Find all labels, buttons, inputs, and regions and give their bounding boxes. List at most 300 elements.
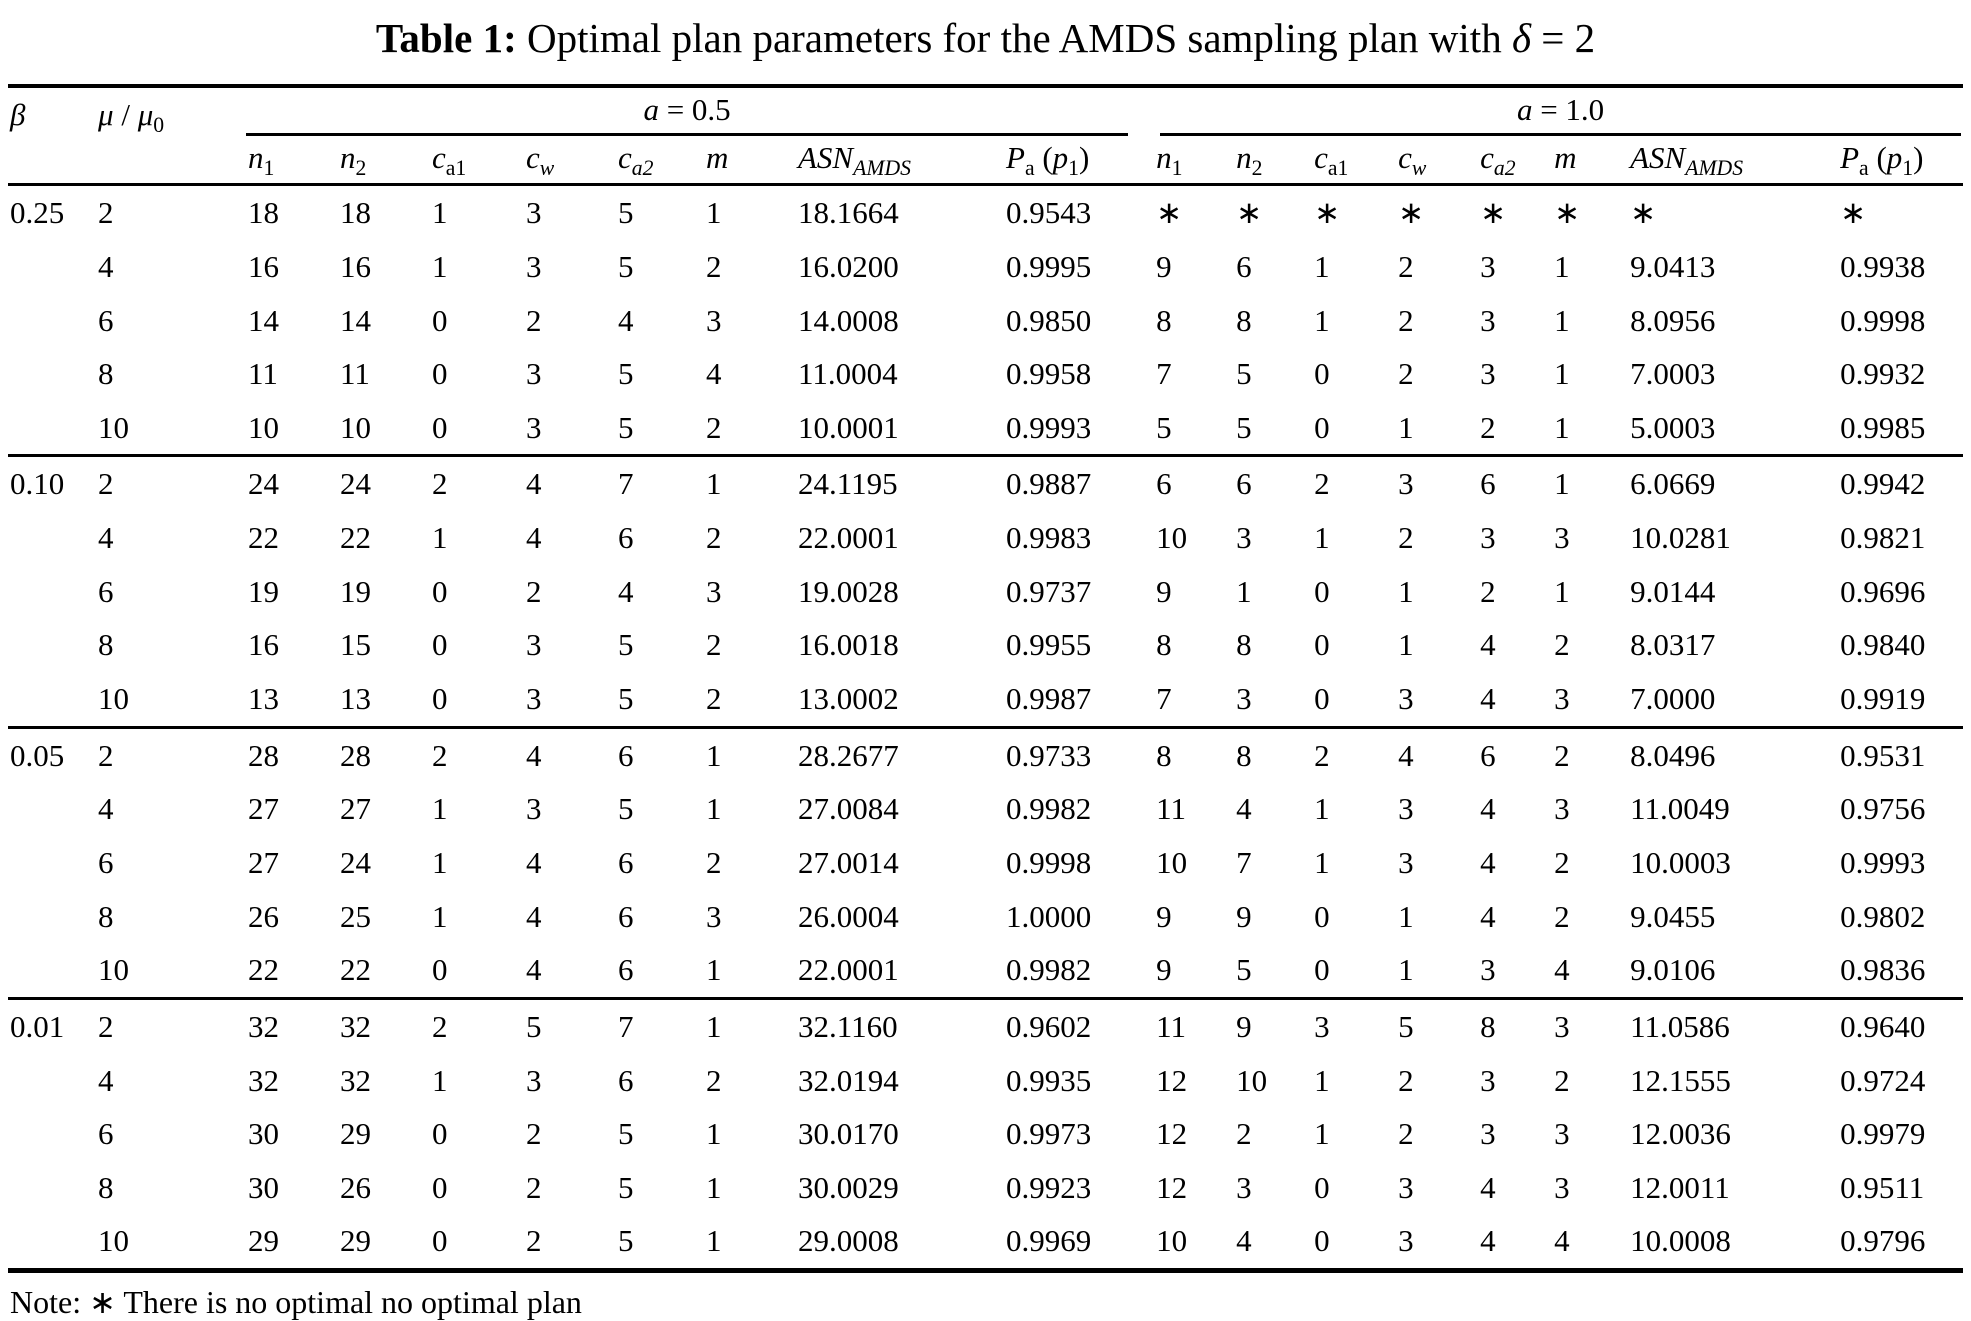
value-cell: 0.9850: [1006, 302, 1092, 338]
value-cell: 6: [618, 898, 634, 934]
value-cell: 0.9942: [1838, 456, 1963, 511]
value-cell: 3: [1554, 791, 1570, 827]
value-cell: 2: [706, 409, 722, 445]
table-row: [8, 618, 1963, 672]
value-cell: 0.9982: [1006, 791, 1092, 827]
value-cell: 8: [1156, 302, 1172, 338]
value-cell: 2: [430, 456, 524, 511]
value-cell: 7.0000: [1630, 681, 1716, 717]
value-cell: 4: [1480, 844, 1496, 880]
value-cell: 9.0144: [1630, 573, 1716, 609]
value-cell: 8: [1478, 998, 1552, 1053]
value-cell: 5: [618, 791, 634, 827]
value-cell: 1: [1398, 573, 1414, 609]
value-cell: 3: [526, 627, 542, 663]
value-cell: 0.9724: [1840, 1062, 1926, 1098]
value-cell: 0.9998: [1840, 302, 1926, 338]
value-cell: 0.9802: [1840, 898, 1926, 934]
beta-cell: [8, 565, 96, 619]
value-cell: 8: [1234, 727, 1312, 782]
value-cell: 2: [430, 998, 524, 1053]
value-cell: 3: [706, 898, 722, 934]
value-cell: 3: [706, 302, 722, 338]
value-cell: 2: [1554, 627, 1570, 663]
value-cell: 11: [1156, 791, 1186, 827]
mu-ratio-cell: 8: [98, 898, 114, 934]
value-cell: 0: [432, 1116, 448, 1152]
value-cell: 27: [340, 791, 371, 827]
value-cell: 11.0586: [1628, 998, 1838, 1053]
value-cell: 3: [1236, 681, 1252, 717]
value-cell: 0.9531: [1838, 727, 1963, 782]
table-row: [8, 1161, 1963, 1215]
value-cell: 5: [1156, 409, 1172, 445]
col-header: $n_1$: [246, 136, 338, 185]
mu-ratio-cell: 8: [98, 1169, 114, 1205]
value-cell: 12: [1156, 1062, 1188, 1098]
value-cell: 1: [704, 456, 796, 511]
table-note: Note: ∗ There is no optimal no optimal plan: [10, 1284, 582, 1321]
value-cell: 24: [340, 844, 371, 880]
value-cell: 3: [1480, 1062, 1496, 1098]
value-cell: 3: [1480, 520, 1496, 556]
value-cell: 0.9998: [1006, 844, 1092, 880]
table-row: [8, 240, 1963, 294]
value-cell: 1: [1236, 573, 1252, 609]
value-cell: 2: [706, 248, 722, 284]
value-cell: 4: [524, 456, 616, 511]
mu-ratio-cell: 6: [98, 844, 114, 880]
value-cell: 3: [526, 1062, 542, 1098]
value-cell: 18: [340, 195, 371, 231]
value-cell: 9.0106: [1630, 952, 1716, 988]
value-cell: 0: [432, 1169, 448, 1205]
value-cell: 22: [248, 520, 279, 556]
value-cell: 11: [340, 356, 370, 392]
value-cell: 3: [1396, 456, 1478, 511]
value-cell: 0.9640: [1838, 998, 1963, 1053]
value-cell: 5: [618, 1116, 634, 1152]
table-row: [8, 565, 1963, 619]
value-cell: 5: [618, 681, 634, 717]
beta-cell: [8, 511, 96, 565]
value-cell: 13: [340, 681, 371, 717]
value-cell: 0.9982: [1006, 952, 1092, 988]
value-cell: 3: [1312, 998, 1396, 1053]
value-cell: 0.9973: [1006, 1116, 1092, 1152]
value-cell: 11: [1154, 998, 1234, 1053]
table-row: [8, 672, 1963, 727]
value-cell: 7: [616, 456, 704, 511]
value-cell: 1: [1398, 952, 1414, 988]
value-cell: 14: [340, 302, 371, 338]
value-cell: 29: [340, 1116, 371, 1152]
mu-ratio-cell: 6: [98, 302, 114, 338]
value-cell: 0: [432, 302, 448, 338]
value-cell: 0.9696: [1840, 573, 1926, 609]
value-cell: 9.0413: [1630, 248, 1716, 284]
value-cell: 26: [340, 1169, 371, 1205]
column-header-row: [8, 136, 1963, 185]
value-cell: 9: [1156, 898, 1172, 934]
value-cell: 2: [1480, 573, 1496, 609]
value-cell: 8: [1236, 302, 1252, 338]
value-cell: 4: [618, 302, 634, 338]
value-cell: 1: [1314, 248, 1330, 284]
value-cell: 6: [1154, 456, 1234, 511]
beta-cell: 0.05: [8, 727, 96, 782]
value-cell: 1: [706, 791, 722, 827]
value-cell: 0: [1314, 1169, 1330, 1205]
value-cell: 2: [526, 1169, 542, 1205]
value-cell: 1: [706, 195, 722, 231]
value-cell: 3: [526, 356, 542, 392]
value-cell: 1: [432, 844, 448, 880]
value-cell: 11.0049: [1630, 791, 1730, 827]
value-cell: 2: [706, 627, 722, 663]
value-cell: 0.9796: [1840, 1223, 1926, 1259]
value-cell: 7: [1236, 844, 1252, 880]
value-cell: 30.0029: [798, 1169, 899, 1205]
value-cell: 1: [1314, 844, 1330, 880]
value-cell: 10: [1236, 1062, 1268, 1098]
beta-cell: [8, 1107, 96, 1161]
value-cell: 1: [1398, 409, 1414, 445]
value-cell: 29: [248, 1223, 279, 1259]
value-cell: 3: [706, 573, 722, 609]
value-cell: 28: [338, 727, 430, 782]
value-cell: 0.9836: [1840, 952, 1926, 988]
value-cell: 5.0003: [1630, 409, 1716, 445]
value-cell: 3: [1554, 1169, 1570, 1205]
value-cell: 14: [248, 302, 279, 338]
value-cell: 12.0036: [1630, 1116, 1731, 1152]
parameters-table: [8, 84, 1963, 1273]
value-cell: 0: [432, 952, 448, 988]
value-cell: 4: [706, 356, 722, 392]
value-cell: 26: [248, 898, 279, 934]
value-cell: 2: [706, 1062, 722, 1098]
value-cell: 0.9932: [1840, 356, 1926, 392]
value-cell: 2: [1398, 1116, 1414, 1152]
value-cell: 32.0194: [798, 1062, 899, 1098]
value-cell: 0.9969: [1006, 1223, 1092, 1259]
value-cell: 18: [248, 195, 279, 231]
value-cell: 3: [526, 409, 542, 445]
value-cell: 6: [1478, 456, 1552, 511]
col-header: $c_w$: [524, 136, 616, 185]
mu-ratio-cell: 4: [98, 1062, 114, 1098]
value-cell: 2: [1398, 520, 1414, 556]
value-cell: 27.0014: [798, 844, 899, 880]
value-cell: 1: [706, 1169, 722, 1205]
beta-cell: [8, 240, 96, 294]
value-cell: 4: [1236, 791, 1252, 827]
value-cell: 11.0004: [798, 356, 898, 392]
value-cell: 5: [618, 195, 634, 231]
value-cell: 29.0008: [798, 1223, 899, 1259]
value-cell: 3: [1554, 520, 1570, 556]
value-cell: 6: [618, 844, 634, 880]
value-cell: 1: [432, 1062, 448, 1098]
value-cell: 0.9993: [1840, 844, 1926, 880]
value-cell: 5: [1236, 952, 1252, 988]
value-cell: 10: [1156, 1223, 1188, 1259]
value-cell: ∗: [1314, 195, 1341, 231]
col-header: $n_1$: [1154, 136, 1234, 185]
value-cell: 3: [526, 791, 542, 827]
value-cell: 5: [618, 409, 634, 445]
value-cell: 22.0001: [798, 520, 899, 556]
value-cell: 9: [1156, 952, 1172, 988]
value-cell: 8: [1156, 627, 1172, 663]
value-cell: 2: [526, 1116, 542, 1152]
value-cell: 1: [1554, 248, 1570, 284]
value-cell: 2: [1554, 898, 1570, 934]
value-cell: 0: [1314, 573, 1330, 609]
value-cell: 8: [1154, 727, 1234, 782]
value-cell: 6: [618, 952, 634, 988]
value-cell: 16: [248, 627, 279, 663]
table-row: [8, 727, 1963, 782]
value-cell: 4: [526, 952, 542, 988]
value-cell: 30: [248, 1116, 279, 1152]
value-cell: 6: [1236, 248, 1252, 284]
mu-ratio-cell: 8: [98, 627, 114, 663]
value-cell: 27.0084: [798, 791, 899, 827]
value-cell: 0.9840: [1840, 627, 1926, 663]
value-cell: 1: [1314, 302, 1330, 338]
group-header-a-0-5: a = 0.5: [246, 86, 1154, 136]
value-cell: 2: [430, 727, 524, 782]
table-row: [8, 511, 1963, 565]
value-cell: 3: [1398, 1223, 1414, 1259]
value-cell: 3: [1236, 1169, 1252, 1205]
value-cell: 8.0317: [1630, 627, 1716, 663]
value-cell: 5: [618, 1223, 634, 1259]
col-header: $c_{a2}$: [1478, 136, 1552, 185]
table-row: [8, 1214, 1963, 1270]
value-cell: 1: [1314, 1062, 1330, 1098]
value-cell: 3: [1552, 998, 1628, 1053]
beta-cell: [8, 1214, 96, 1270]
col-header: $c_{a1}$: [430, 136, 524, 185]
value-cell: 0.9602: [1004, 998, 1154, 1053]
value-cell: 4: [1480, 627, 1496, 663]
value-cell: 2: [706, 844, 722, 880]
value-cell: 5: [1236, 356, 1252, 392]
value-cell: 10: [1156, 844, 1188, 880]
mu-ratio-cell: 4: [98, 791, 114, 827]
value-cell: 3: [1398, 681, 1414, 717]
value-cell: 2: [1398, 248, 1414, 284]
group-header-a-1-0: a = 1.0: [1154, 86, 1963, 136]
beta-cell: 0.10: [8, 456, 96, 511]
value-cell: 0: [1314, 627, 1330, 663]
value-cell: 3: [526, 681, 542, 717]
value-cell: 32.1160: [796, 998, 1004, 1053]
value-cell: ∗: [1630, 195, 1657, 231]
value-cell: 12.0011: [1630, 1169, 1730, 1205]
value-cell: 0: [432, 409, 448, 445]
value-cell: 13.0002: [798, 681, 899, 717]
value-cell: 0: [1314, 1223, 1330, 1259]
value-cell: 0.9983: [1006, 520, 1092, 556]
value-cell: 6: [618, 520, 634, 556]
value-cell: 30: [248, 1169, 279, 1205]
value-cell: 19: [248, 573, 279, 609]
value-cell: 16.0018: [798, 627, 899, 663]
col-header: $ASN_{AMDS}$: [796, 136, 1004, 185]
value-cell: 0.9979: [1840, 1116, 1926, 1152]
table-row: [8, 890, 1963, 944]
value-cell: ∗: [1840, 195, 1867, 231]
table-row: [8, 401, 1963, 456]
table-title: Table 1: Optimal plan parameters for the AMDS sampling plan with δ = 2: [375, 15, 1596, 61]
value-cell: 1: [432, 520, 448, 556]
value-cell: 1: [704, 727, 796, 782]
value-cell: 3: [1554, 681, 1570, 717]
value-cell: 2: [1312, 456, 1396, 511]
value-cell: 1: [1552, 456, 1628, 511]
value-cell: 3: [1480, 356, 1496, 392]
value-cell: 3: [1398, 791, 1414, 827]
value-cell: 22: [340, 952, 371, 988]
value-cell: 13: [248, 681, 279, 717]
beta-cell: [8, 782, 96, 836]
value-cell: 1: [1554, 409, 1570, 445]
value-cell: 5: [618, 1169, 634, 1205]
beta-cell: [8, 1161, 96, 1215]
value-cell: ∗: [1156, 195, 1183, 231]
col-header: $c_{a1}$: [1312, 136, 1396, 185]
value-cell: 28.2677: [796, 727, 1004, 782]
value-cell: 19.0028: [798, 573, 899, 609]
value-cell: 4: [618, 573, 634, 609]
mu-ratio-cell: 4: [98, 248, 114, 284]
value-cell: 8: [1236, 627, 1252, 663]
value-cell: 4: [1480, 681, 1496, 717]
value-cell: 0.9987: [1006, 681, 1092, 717]
value-cell: ∗: [1554, 195, 1581, 231]
mu-ratio-cell: 2: [96, 998, 246, 1053]
value-cell: 9: [1156, 248, 1172, 284]
value-cell: 0.9938: [1840, 248, 1926, 284]
value-cell: 0.9955: [1006, 627, 1092, 663]
value-cell: 0: [1314, 898, 1330, 934]
value-cell: 3: [1236, 520, 1252, 556]
col-header: m: [704, 136, 796, 185]
value-cell: 11: [248, 356, 278, 392]
value-cell: 4: [1396, 727, 1478, 782]
value-cell: 0.9511: [1840, 1169, 1925, 1205]
value-cell: 2: [526, 302, 542, 338]
value-cell: 2: [1552, 727, 1628, 782]
value-cell: 7.0003: [1630, 356, 1716, 392]
value-cell: 1.0000: [1006, 898, 1092, 934]
value-cell: 19: [340, 573, 371, 609]
value-cell: 25: [340, 898, 371, 934]
col-header: m: [1552, 136, 1628, 185]
value-cell: 2: [1398, 356, 1414, 392]
value-cell: 16: [248, 248, 279, 284]
value-cell: 9: [1234, 998, 1312, 1053]
mu-ratio-cell: 4: [98, 520, 114, 556]
value-cell: 29: [340, 1223, 371, 1259]
value-cell: 2: [706, 520, 722, 556]
value-cell: 9.0455: [1630, 898, 1716, 934]
value-cell: 10: [1156, 520, 1188, 556]
value-cell: 12: [1156, 1116, 1188, 1152]
col-header: $c_{a2}$: [616, 136, 704, 185]
value-cell: 0.9756: [1840, 791, 1926, 827]
value-cell: 4: [1480, 1223, 1496, 1259]
value-cell: 6: [1478, 727, 1552, 782]
value-cell: 12: [1156, 1169, 1188, 1205]
col-header-mu-ratio: μ / $\mu_0$: [96, 86, 246, 185]
value-cell: 0.9985: [1840, 409, 1926, 445]
value-cell: 9: [1236, 898, 1252, 934]
col-header: $c_w$: [1396, 136, 1478, 185]
value-cell: 10.0281: [1630, 520, 1731, 556]
value-cell: 1: [1314, 1116, 1330, 1152]
value-cell: 15: [340, 627, 371, 663]
value-cell: 0: [1314, 952, 1330, 988]
value-cell: 24: [246, 456, 338, 511]
value-cell: 8.0956: [1630, 302, 1716, 338]
value-cell: 1: [1554, 356, 1570, 392]
value-cell: 2: [1312, 727, 1396, 782]
value-cell: 2: [706, 681, 722, 717]
col-header: $P_a$ $(p_1)$: [1004, 136, 1154, 185]
value-cell: 3: [1398, 1169, 1414, 1205]
value-cell: 6.0669: [1628, 456, 1838, 511]
value-cell: 3: [1480, 952, 1496, 988]
value-cell: 7: [616, 998, 704, 1053]
col-header: $P_a$ $(p_1)$: [1838, 136, 1963, 185]
table-row: [8, 998, 1963, 1053]
value-cell: 0: [1314, 356, 1330, 392]
mu-ratio-cell: 6: [98, 573, 114, 609]
value-cell: 0.9821: [1840, 520, 1926, 556]
value-cell: 1: [432, 791, 448, 827]
value-cell: 8.0496: [1628, 727, 1838, 782]
value-cell: 1: [704, 998, 796, 1053]
value-cell: 4: [1480, 1169, 1496, 1205]
value-cell: 27: [248, 844, 279, 880]
mu-ratio-cell: 2: [98, 195, 114, 231]
beta-cell: [8, 836, 96, 890]
value-cell: 0: [432, 627, 448, 663]
group-header-row: [8, 86, 1963, 136]
value-cell: 10.0001: [798, 409, 899, 445]
value-cell: 1: [706, 1116, 722, 1152]
value-cell: 3: [1480, 248, 1496, 284]
value-cell: 0: [432, 1223, 448, 1259]
value-cell: 4: [1236, 1223, 1252, 1259]
value-cell: 6: [616, 727, 704, 782]
beta-cell: [8, 347, 96, 401]
value-cell: 4: [1554, 1223, 1570, 1259]
value-cell: 16: [340, 248, 371, 284]
value-cell: 2: [526, 1223, 542, 1259]
value-cell: 32: [248, 1062, 279, 1098]
value-cell: 7: [1156, 356, 1172, 392]
value-cell: 3: [1554, 1116, 1570, 1152]
value-cell: 26.0004: [798, 898, 899, 934]
value-cell: 7: [1156, 681, 1172, 717]
mu-ratio-cell: 10: [98, 952, 129, 988]
